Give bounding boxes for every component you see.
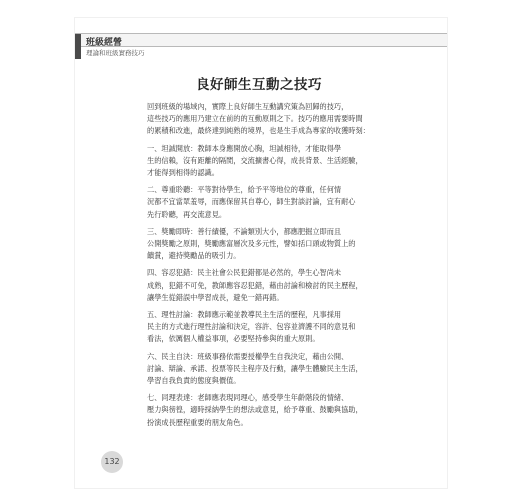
series-subtitle: 理論和班級實務技巧 bbox=[86, 49, 145, 57]
paragraph bbox=[147, 267, 383, 304]
page-number: 132 bbox=[101, 451, 123, 473]
text-line: 回到班級的場域內，實際上良好師生互動講究策為回歸的技巧， bbox=[147, 102, 349, 111]
text-line: 況都不宜當眾羞辱，而應保留其自尊心，師生對談討論，宜有耐心 bbox=[147, 197, 356, 207]
paragraph bbox=[147, 309, 383, 346]
text-line: 五、理性討論：教師應示範並教導民主生活的歷程，凡事採用 bbox=[147, 310, 342, 320]
text-line: 扮演成長歷程重要的朋友角色。 bbox=[147, 417, 248, 427]
series-title: 班級經營 bbox=[86, 38, 123, 48]
text-line: 七、同理表達：老師應表現同理心，感受學生年齡階段的情緒、 bbox=[147, 393, 349, 403]
text-line: 學習自我負責的態度與價值。 bbox=[147, 376, 241, 386]
text-line: 壓力與徬徨，適時採納學生的想法或意見，給予尊重、鼓勵與協助， bbox=[147, 405, 363, 415]
text-line: 二、尊重聆聽：平等對待學生，給予平等地位的尊重，任何情 bbox=[147, 185, 342, 195]
header-tab-marker bbox=[75, 34, 81, 59]
text-line: 的累積和改進，最終達到純熟的境界，也是生手成為專家的收獲時刻： bbox=[147, 126, 370, 136]
text-line: 這些技巧的應用乃建立在前的的互動原則之下。技巧的應用需要時間 bbox=[147, 114, 363, 124]
text-line: 成熟，犯錯不可免，教師應容忍犯錯，藉由討論和檢討的民主歷程， bbox=[147, 280, 363, 290]
paragraph bbox=[147, 351, 383, 388]
paragraph bbox=[147, 392, 383, 429]
text-line: 四、容忍犯錯：民主社會公民犯錯都是必然的，學生心智尚未 bbox=[147, 268, 342, 278]
text-line: 公開獎勵之原則，獎勵應富層次及多元性，譬如括口頭或物質上的 bbox=[147, 239, 356, 249]
text-line: 民主的方式進行理性討論和決定，容許、包容並濟護不同的意見和 bbox=[147, 322, 356, 332]
paragraph bbox=[147, 184, 383, 221]
page-title: 良好師生互動之技巧 bbox=[196, 77, 322, 93]
text-line: 一、坦誠開放：教師本身應開放心胸，坦誠相待，才能取得學 bbox=[147, 143, 342, 153]
text-line: 讓學生從錯誤中學習成長，避免一錯再錯。 bbox=[147, 292, 284, 302]
header-bar bbox=[75, 33, 447, 47]
text-line: 生的信賴，沒有距離的隔閡，交流擴書心得，成長背景、生活經驗， bbox=[147, 155, 363, 165]
body-text bbox=[147, 101, 383, 434]
paragraph bbox=[147, 101, 383, 138]
paragraph bbox=[147, 143, 383, 180]
text-line: 討論、辯論、承諾、投票等民主程序及行動，讓學生體驗民主生活， bbox=[147, 363, 363, 373]
paragraph bbox=[147, 226, 383, 263]
text-line: 先行聆聽，再交流意見。 bbox=[147, 209, 227, 219]
text-line: 饋賞，避持獎勵品的吸引力。 bbox=[147, 251, 241, 261]
text-line: 看法，依厲個人權益事項，必要堅持參與的重大原則。 bbox=[147, 334, 320, 344]
text-line: 才能得到相得的認識。 bbox=[147, 168, 219, 178]
text-line: 六、民主自決：班級事務依需要授權學生自我決定，藉由公開、 bbox=[147, 351, 349, 361]
text-line: 三、獎勵即時：善行績優，不論類別大小，都應肥掘立即而且 bbox=[147, 226, 342, 236]
